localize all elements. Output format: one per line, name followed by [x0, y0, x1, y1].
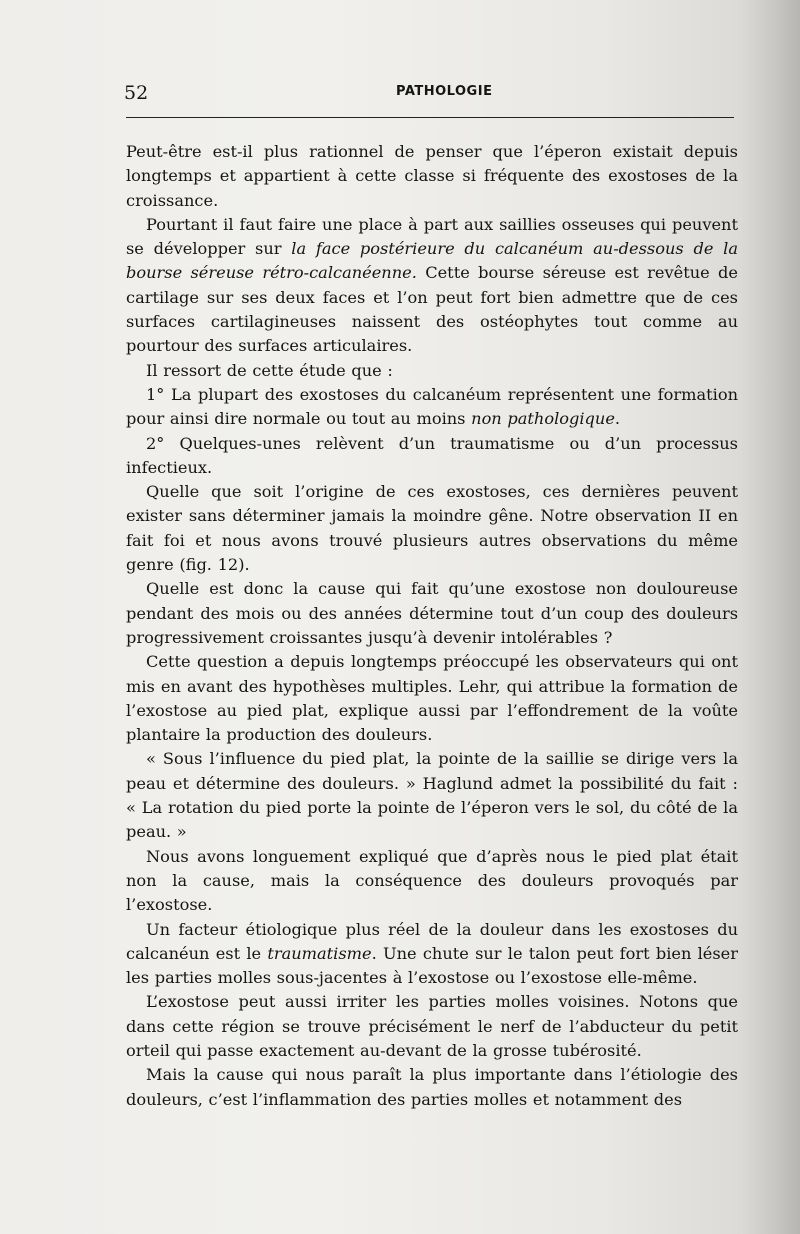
running-title: PATHOLOGIE: [396, 84, 493, 99]
text-run: Pourtant il faut faire une place à part aux saillies osseuses qui peuvent se développer sur: [126, 214, 738, 259]
paragraph: [126, 140, 738, 213]
paragraph: [126, 650, 738, 747]
page-number: 52: [124, 82, 149, 104]
paragraph: [126, 1063, 738, 1112]
paragraph: [126, 990, 738, 1063]
text-run: Peut-être est-il plus rationnel de penser que l’éperon existait depuis longtemps et appartient à cette classe si fréquente des exostoses de la croissance.: [126, 142, 738, 210]
italic-text: non pathologique: [471, 409, 615, 429]
text-run: Un facteur étiologique plus réel de la douleur dans les exostoses du calcanéun est le: [126, 919, 738, 963]
text-run: Cette question a depuis longtemps préoccupé les observateurs qui ont mis en avant des hypothèses multiples. Lehr, qui attribue la formation de l’exostose au pied plat, explique aussi par l’effondrement de la voûte plantaire la production des douleurs.: [126, 652, 738, 745]
text-run: . Une chute sur le talon peut fort bien léser les parties molles sous-jacentes à l’exostose ou l’exostose elle-même.: [126, 943, 738, 988]
paragraph: [126, 918, 738, 991]
text-run: Nous avons longuement expliqué que d’après nous le pied plat était non la cause, mais la conséquence des douleurs provoqués par l’exostose.: [126, 846, 738, 915]
paragraph: [126, 845, 738, 918]
text-run: Quelle est donc la cause qui fait qu’une exostose non douloureuse pendant des mois ou des années détermine tout d’un coup des douleurs progressivement croissantes jusqu’à devenir intolérables ?: [126, 579, 738, 647]
text-run: .: [614, 409, 621, 429]
header-rule: [126, 117, 734, 118]
paragraph: [126, 747, 738, 844]
italic-text: traumatisme: [267, 943, 372, 963]
text-run: Il ressort de cette étude que :: [146, 360, 393, 380]
paragraph: [126, 213, 738, 359]
paragraph: [126, 480, 738, 577]
text-run: Cette bourse séreuse est revêtue de cartilage sur ses deux faces et l’on peut fort bien admettre que de ces surfaces cartilagineuses naissent des ostéophytes tout comme au pourtour des surfaces articulaires.: [126, 263, 738, 356]
paragraph: [126, 432, 738, 481]
text-run: « Sous l’influence du pied plat, la pointe de la saillie se dirige vers la peau et détermine des douleurs. » Haglund admet la possibilité du fait : « La rotation du pied porte la pointe de l’éperon vers le sol, du côté de la peau. »: [126, 749, 738, 842]
paragraph: [126, 577, 738, 650]
paragraph: [126, 383, 738, 432]
body-text: [126, 140, 738, 1112]
page-fold-shadow: [740, 0, 800, 1234]
page-header: [124, 82, 736, 106]
paragraph: [126, 359, 738, 383]
text-run: 2° Quelques-unes relèvent d’un traumatisme ou d’un processus infectieux.: [126, 433, 738, 477]
italic-text: la face postérieure du calcanéum au-dessous de la bourse séreuse rétro-calcanéenne.: [126, 239, 738, 283]
text-run: L’exostose peut aussi irriter les parties molles voisines. Notons que dans cette région se trouve précisément le nerf de l’abducteur du petit orteil qui passe exactement au-devant de la grosse tubérosité.: [126, 992, 738, 1060]
text-run: Quelle que soit l’origine de ces exostoses, ces dernières peuvent exister sans déterminer jamais la moindre gêne. Notre observation II en fait foi et nous avons trouvé plusieurs autres observations du même genre (fig. 12).: [126, 482, 738, 575]
text-run: Mais la cause qui nous paraît la plus importante dans l’étiologie des douleurs, c’est l’inflammation des parties molles et notamment des: [126, 1065, 738, 1109]
text-run: 1° La plupart des exostoses du calcanéum représentent une formation pour ainsi dire normale ou tout au moins: [126, 384, 738, 429]
